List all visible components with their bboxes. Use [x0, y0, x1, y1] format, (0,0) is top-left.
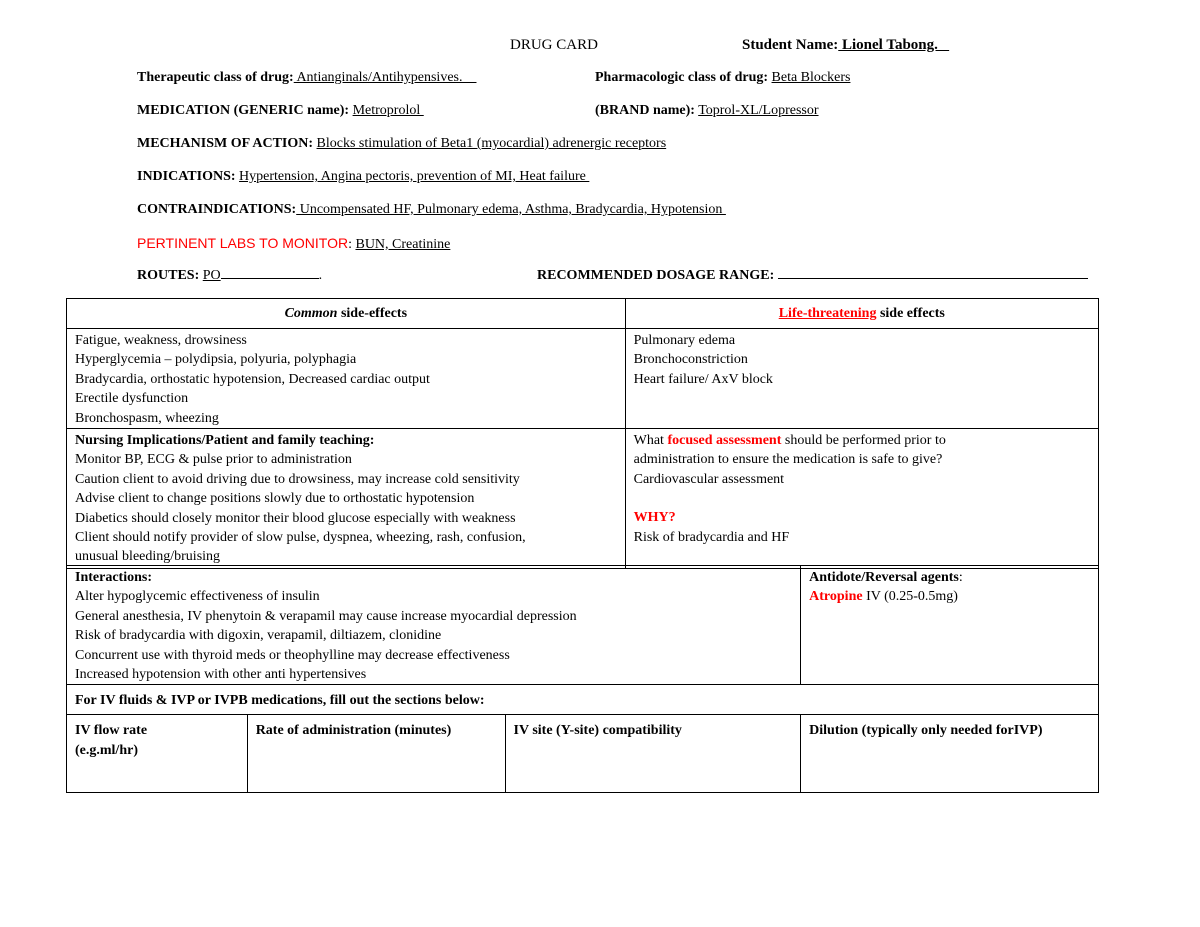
list-item: Diabetics should closely monitor their blood glucose especially with weakness [75, 510, 516, 526]
dosage-label: RECOMMENDED DOSAGE RANGE: [537, 268, 775, 283]
labs-field [137, 235, 450, 253]
spacer [634, 489, 1092, 508]
common-side-effects-cell [67, 329, 626, 429]
list-item: unusual bleeding/bruising [75, 549, 221, 565]
list-item: Risk of bradycardia with digoxin, verapamil, diltiazem, clonidine [75, 628, 442, 644]
card-title: DRUG CARD [510, 37, 598, 53]
mechanism-value: Blocks stimulation of Beta1 (myocardial) adrenergic receptors [316, 136, 667, 151]
side-effects-table [66, 298, 1099, 569]
mechanism-label: MECHANISM OF ACTION: [137, 136, 314, 151]
pharmacologic-class-label: Pharmacologic class of drug: [595, 70, 769, 85]
dilution-cell [801, 715, 1099, 793]
therapeutic-class-field [137, 70, 476, 86]
focused-assessment-cell [625, 429, 1098, 569]
contraindications-label: CONTRAINDICATIONS: [137, 202, 297, 217]
life-threatening-header [625, 299, 1098, 329]
focused-assessment-red: focused assessment [667, 433, 782, 449]
list-item: Advise client to change positions slowly due to orthostatic hypotension [75, 491, 475, 507]
therapeutic-class-value: Antianginals/Antihypensives. [293, 70, 477, 85]
interactions-table [66, 565, 1099, 793]
pharmacologic-class-field [595, 70, 850, 86]
routes-label: ROUTES: [137, 268, 200, 283]
labs-value: BUN, Creatinine [355, 237, 451, 252]
interactions-cell [67, 566, 801, 685]
antidote-heading [809, 568, 1092, 587]
why-label: WHY? [633, 510, 676, 526]
labs-colon: : [348, 237, 352, 252]
common-italic: Common [284, 305, 338, 321]
routes-blank-line [221, 277, 319, 279]
routes-value: PO [202, 268, 221, 283]
life-threatening-red: Life-threatening [778, 305, 877, 321]
list-item: Bronchoconstriction [633, 352, 748, 368]
antidote-label: Antidote/Reversal agents [809, 570, 959, 585]
dilution-label: Dilution (typically only needed forIVP) [809, 723, 1043, 739]
nursing-implications-cell [67, 429, 626, 569]
rate-of-administration-cell [247, 715, 505, 793]
assessment-post: should be performed prior to [781, 433, 946, 449]
routes-field [137, 268, 322, 284]
assessment-question [634, 431, 1092, 450]
labs-label: PERTINENT LABS TO MONITOR [137, 235, 349, 251]
nursing-heading: Nursing Implications/Patient and family teaching: [75, 433, 375, 449]
antidote-colon: : [958, 570, 963, 585]
assessment-answer: Cardiovascular assessment [633, 471, 785, 487]
site-label: IV site (Y-site) compatibility [513, 723, 682, 739]
generic-name-field [137, 103, 424, 119]
assessment-pre: What [633, 433, 668, 449]
assessment-line2: administration to ensure the medication is safe to give? [633, 452, 943, 468]
list-item: Erectile dysfunction [75, 391, 189, 407]
list-item: Bradycardia, orthostatic hypotension, Decreased cardiac output [75, 371, 430, 387]
indications-label: INDICATIONS: [137, 169, 236, 184]
contraindications-field [137, 202, 726, 218]
common-rest: side-effects [337, 305, 408, 321]
rate-label: Rate of administration (minutes) [255, 723, 452, 739]
atropine-red: Atropine [809, 589, 863, 605]
list-item: General anesthesia, IV phenytoin & verapamil may cause increase myocardial depression [75, 608, 577, 624]
antidote-dose: IV (0.25-0.5mg) [862, 589, 958, 605]
dosage-blank-line [778, 277, 1088, 279]
list-item: Increased hypotension with other anti hypertensives [75, 667, 367, 683]
generic-name-label: MEDICATION (GENERIC name): [137, 103, 350, 118]
list-item: Monitor BP, ECG & pulse prior to administration [75, 452, 352, 468]
list-item: Alter hypoglycemic effectiveness of insulin [75, 589, 320, 605]
student-name-value: Lionel Tabong. [838, 37, 950, 53]
iv-flow-line1: IV flow rate [75, 723, 148, 739]
dosage-field [537, 268, 1088, 284]
list-item: Caution client to avoid driving due to drowsiness, may increase cold sensitivity [75, 471, 520, 487]
brand-name-value: Toprol-XL/Lopressor [698, 103, 819, 118]
iv-flow-rate-cell [67, 715, 248, 793]
iv-site-compatibility-cell [505, 715, 801, 793]
antidote-cell [801, 566, 1099, 685]
therapeutic-class-label: Therapeutic class of drug: [137, 70, 294, 85]
list-item: Hyperglycemia – polydipsia, polyuria, polyphagia [75, 352, 357, 368]
mechanism-field [137, 136, 666, 152]
antidote-drug [809, 587, 1092, 606]
list-item: Fatigue, weakness, drowsiness [75, 333, 247, 348]
routes-tail: . [318, 268, 323, 283]
brand-name-label: (BRAND name): [595, 103, 695, 118]
common-side-effects-header [67, 299, 626, 329]
student-name-label: Student Name: [742, 37, 839, 53]
list-item: Client should notify provider of slow pulse, dyspnea, wheezing, rash, confusion, [75, 530, 526, 546]
indications-field [137, 169, 589, 185]
interactions-heading: Interactions: [75, 570, 152, 585]
contraindications-value: Uncompensated HF, Pulmonary edema, Asthma, Bradycardia, Hypotension [296, 202, 726, 217]
list-item: Pulmonary edema [633, 333, 736, 348]
student-name-field [742, 37, 949, 54]
iv-flow-line2: (e.g.ml/hr) [75, 742, 138, 758]
life-rest: side effects [876, 305, 945, 321]
life-threatening-cell [625, 329, 1098, 429]
list-item: Heart failure/ AxV block [633, 371, 773, 387]
why-answer: Risk of bradycardia and HF [633, 529, 790, 545]
iv-banner: For IV fluids & IVP or IVPB medications, fill out the sections below: [67, 685, 1099, 715]
list-item: Bronchospasm, wheezing [75, 410, 219, 426]
list-item: Concurrent use with thyroid meds or theophylline may decrease effectiveness [75, 647, 510, 663]
pharmacologic-class-value: Beta Blockers [771, 70, 851, 85]
generic-name-value: Metroprolol [352, 103, 424, 118]
brand-name-field [595, 103, 819, 119]
indications-value: Hypertension, Angina pectoris, prevention of MI, Heat failure [239, 169, 590, 184]
